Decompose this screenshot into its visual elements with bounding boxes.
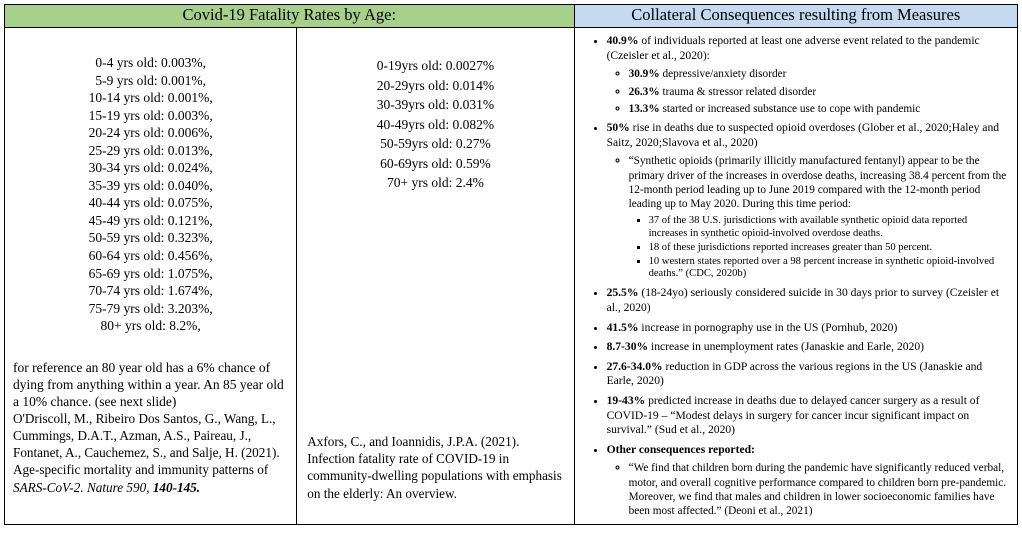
item-metric: 19-43%: [606, 393, 646, 407]
list-item: [607, 121, 1007, 281]
item-metric: 13.3%: [628, 102, 660, 115]
item-metric: 8.7-30%: [606, 340, 649, 354]
list-item: ▪ 37 of the 38 U.S. jurisdictions with available synthetic opioid data reported increases in synthetic opioid-involved overdose deaths.: [649, 215, 1007, 241]
age-rate-item: 35-39 yrs old: 0.040%,: [88, 177, 213, 193]
age-rate-item: 15-19 yrs old: 0.003%,: [88, 107, 213, 123]
item-metric: 26.3%: [628, 85, 660, 98]
item-metric: 41.5%: [606, 320, 639, 334]
sub-list: [607, 154, 1007, 281]
header-right: Collateral Consequences resulting from Measures: [574, 5, 1017, 28]
item-text: predicted increase in deaths due to delayed cancer surgery as a result of COVID-19 – “Modest delays in surgery for cancer incur significant impact on survival.” (Sud et al., 2020): [606, 393, 980, 437]
age-rate-item: 0-19yrs old: 0.0027%: [376, 58, 495, 73]
list-item: [629, 67, 1007, 81]
body-row: [5, 28, 1018, 525]
list-item: [607, 443, 1007, 519]
citation-axfors: Axfors, C., and Ioannidis, J.P.A. (2021). Infection fatality rate of COVID-19 in community-dwelling populations with emphasis on the elderly: An overview.: [307, 434, 562, 501]
age-rate-item: 40-44 yrs old: 0.075%,: [88, 195, 213, 211]
age-rate-item: 10-14 yrs old: 0.001%,: [88, 90, 213, 106]
age-rate-item: 20-29yrs old: 0.014%: [376, 77, 495, 93]
age-rate-item: 50-59yrs old: 0.27%: [380, 136, 491, 152]
item-metric: 30.9%: [628, 68, 660, 81]
item-metric: 25.5%: [606, 286, 639, 300]
list-item: [629, 102, 1007, 116]
item-text: increase in pornography use in the US (Pornhub, 2020): [638, 320, 898, 334]
item-text: rise in deaths due to suspected opioid overdoses (Glober et al., 2020;Haley and Saitz, 2020;Slavova et al., 2020): [606, 121, 1000, 149]
item-text: (18-24yo) seriously considered suicide in 30 days prior to survey (Czeisler et al., 2020): [606, 286, 1000, 314]
item-text: reduction in GDP across the various regions in the US (Janaskie and Earle, 2020): [606, 359, 983, 388]
list-item: [607, 340, 1007, 355]
age-rate-item: 50-59 yrs old: 0.323%,: [88, 230, 213, 246]
right-column-cell: [574, 28, 1017, 525]
header-row: [5, 5, 1018, 28]
age-rate-item: 75-79 yrs old: 3.203%,: [88, 300, 213, 316]
citation-volume: 140-145.: [149, 479, 201, 495]
age-rate-item: 65-69 yrs old: 1.075%,: [88, 265, 213, 281]
citation-authors: O'Driscoll, M., Ribeiro Dos Santos, G., Wang, L., Cummings, D.A.T., Azman, A.S., Paireau, J., Fontanet, A., Cauchemez, S., and Salje, H. (2021). Age-specific mortality and immunity patterns of: [13, 410, 280, 478]
middle-column-cell: [297, 28, 574, 525]
citation-odriscoll: [13, 410, 288, 496]
age-rate-item: 60-69yrs old: 0.59%: [380, 155, 491, 171]
item-metric: 50%: [606, 121, 630, 135]
age-rate-item: 80+ yrs old: 8.2%,: [100, 318, 201, 334]
reference-note: for reference an 80 year old has a 6% chance of dying from anything within a year. An 85 year old a 10% chance. (see next slide): [13, 359, 284, 410]
item-metric: 27.6-34.0%: [606, 359, 663, 373]
item-text: of individuals reported at least one adverse event related to the pandemic (Czeisler et al., 2020):: [606, 34, 980, 62]
list-item: [607, 321, 1007, 336]
age-rate-item: 25-29 yrs old: 0.013%,: [88, 142, 213, 158]
age-rate-list-axfors: [297, 56, 573, 193]
item-text: started or increased substance use to cope with pandemic: [659, 102, 921, 115]
list-item: [607, 360, 1007, 389]
list-item: [629, 85, 1007, 99]
list-item: ▪ 10 western states reported over a 98 percent increase in synthetic opioid-involved deaths.” (CDC, 2020b): [649, 256, 1007, 282]
age-rate-item: 5-9 yrs old: 0.001%,: [95, 72, 206, 88]
age-rate-item: 30-34 yrs old: 0.024%,: [88, 160, 213, 176]
age-rate-item: 45-49 yrs old: 0.121%,: [88, 212, 213, 228]
age-rate-list-odriscoll: [5, 54, 296, 335]
sub-sub-list: [629, 215, 1007, 282]
left-column-cell: [5, 28, 297, 525]
list-item: ◦ “We find that children born during the pandemic have significantly reduced verbal, motor, and overall cognitive performance compared to children born pre-pandemic. Moreover, we find that males and children in lower socioeconomic families have been most affected.” (Deoni et al., 2021): [629, 461, 1007, 518]
sub-list: [607, 461, 1007, 518]
citation-journal: SARS-CoV-2. Nature 590,: [13, 479, 150, 495]
age-rate-item: 20-24 yrs old: 0.006%,: [88, 125, 213, 141]
list-item: ▪ 18 of these jurisdictions reported increases greater than 50 percent.: [649, 242, 1007, 255]
age-rate-item: 70+ yrs old: 2.4%: [386, 175, 484, 191]
age-rate-item: 30-39yrs old: 0.031%: [376, 97, 495, 113]
list-item: [629, 154, 1007, 281]
header-left: Covid-19 Fatality Rates by Age:: [5, 5, 575, 28]
item-metric: Other consequences reported:: [606, 442, 755, 456]
item-text: “Synthetic opioids (primarily illicitly manufactured fentanyl) appear to be the primary driver of the increases in overdose deaths, increasing 38.4 percent from the 12-month period leading up to June 2019 compared with the 12-month period leading up to May 2020. During this time period:: [628, 155, 1007, 211]
age-rate-item: 0-4 yrs old: 0.003%,: [95, 55, 206, 70]
age-rate-item: 40-49yrs old: 0.082%: [376, 116, 495, 132]
list-item: [607, 394, 1007, 438]
item-text: increase in unemployment rates (Janaskie and Earle, 2020): [648, 340, 925, 354]
age-rate-item: 60-64 yrs old: 0.456%,: [88, 248, 213, 264]
collateral-consequences-list: [593, 34, 1007, 519]
item-text: depressive/anxiety disorder: [659, 68, 787, 81]
list-item: [607, 286, 1007, 315]
list-item: [607, 34, 1007, 116]
slide-table: [4, 4, 1018, 525]
age-rate-item: 70-74 yrs old: 1.674%,: [88, 283, 213, 299]
sub-list: [607, 67, 1007, 116]
item-metric: 40.9%: [606, 34, 639, 47]
item-text: trauma & stressor related disorder: [659, 85, 817, 98]
